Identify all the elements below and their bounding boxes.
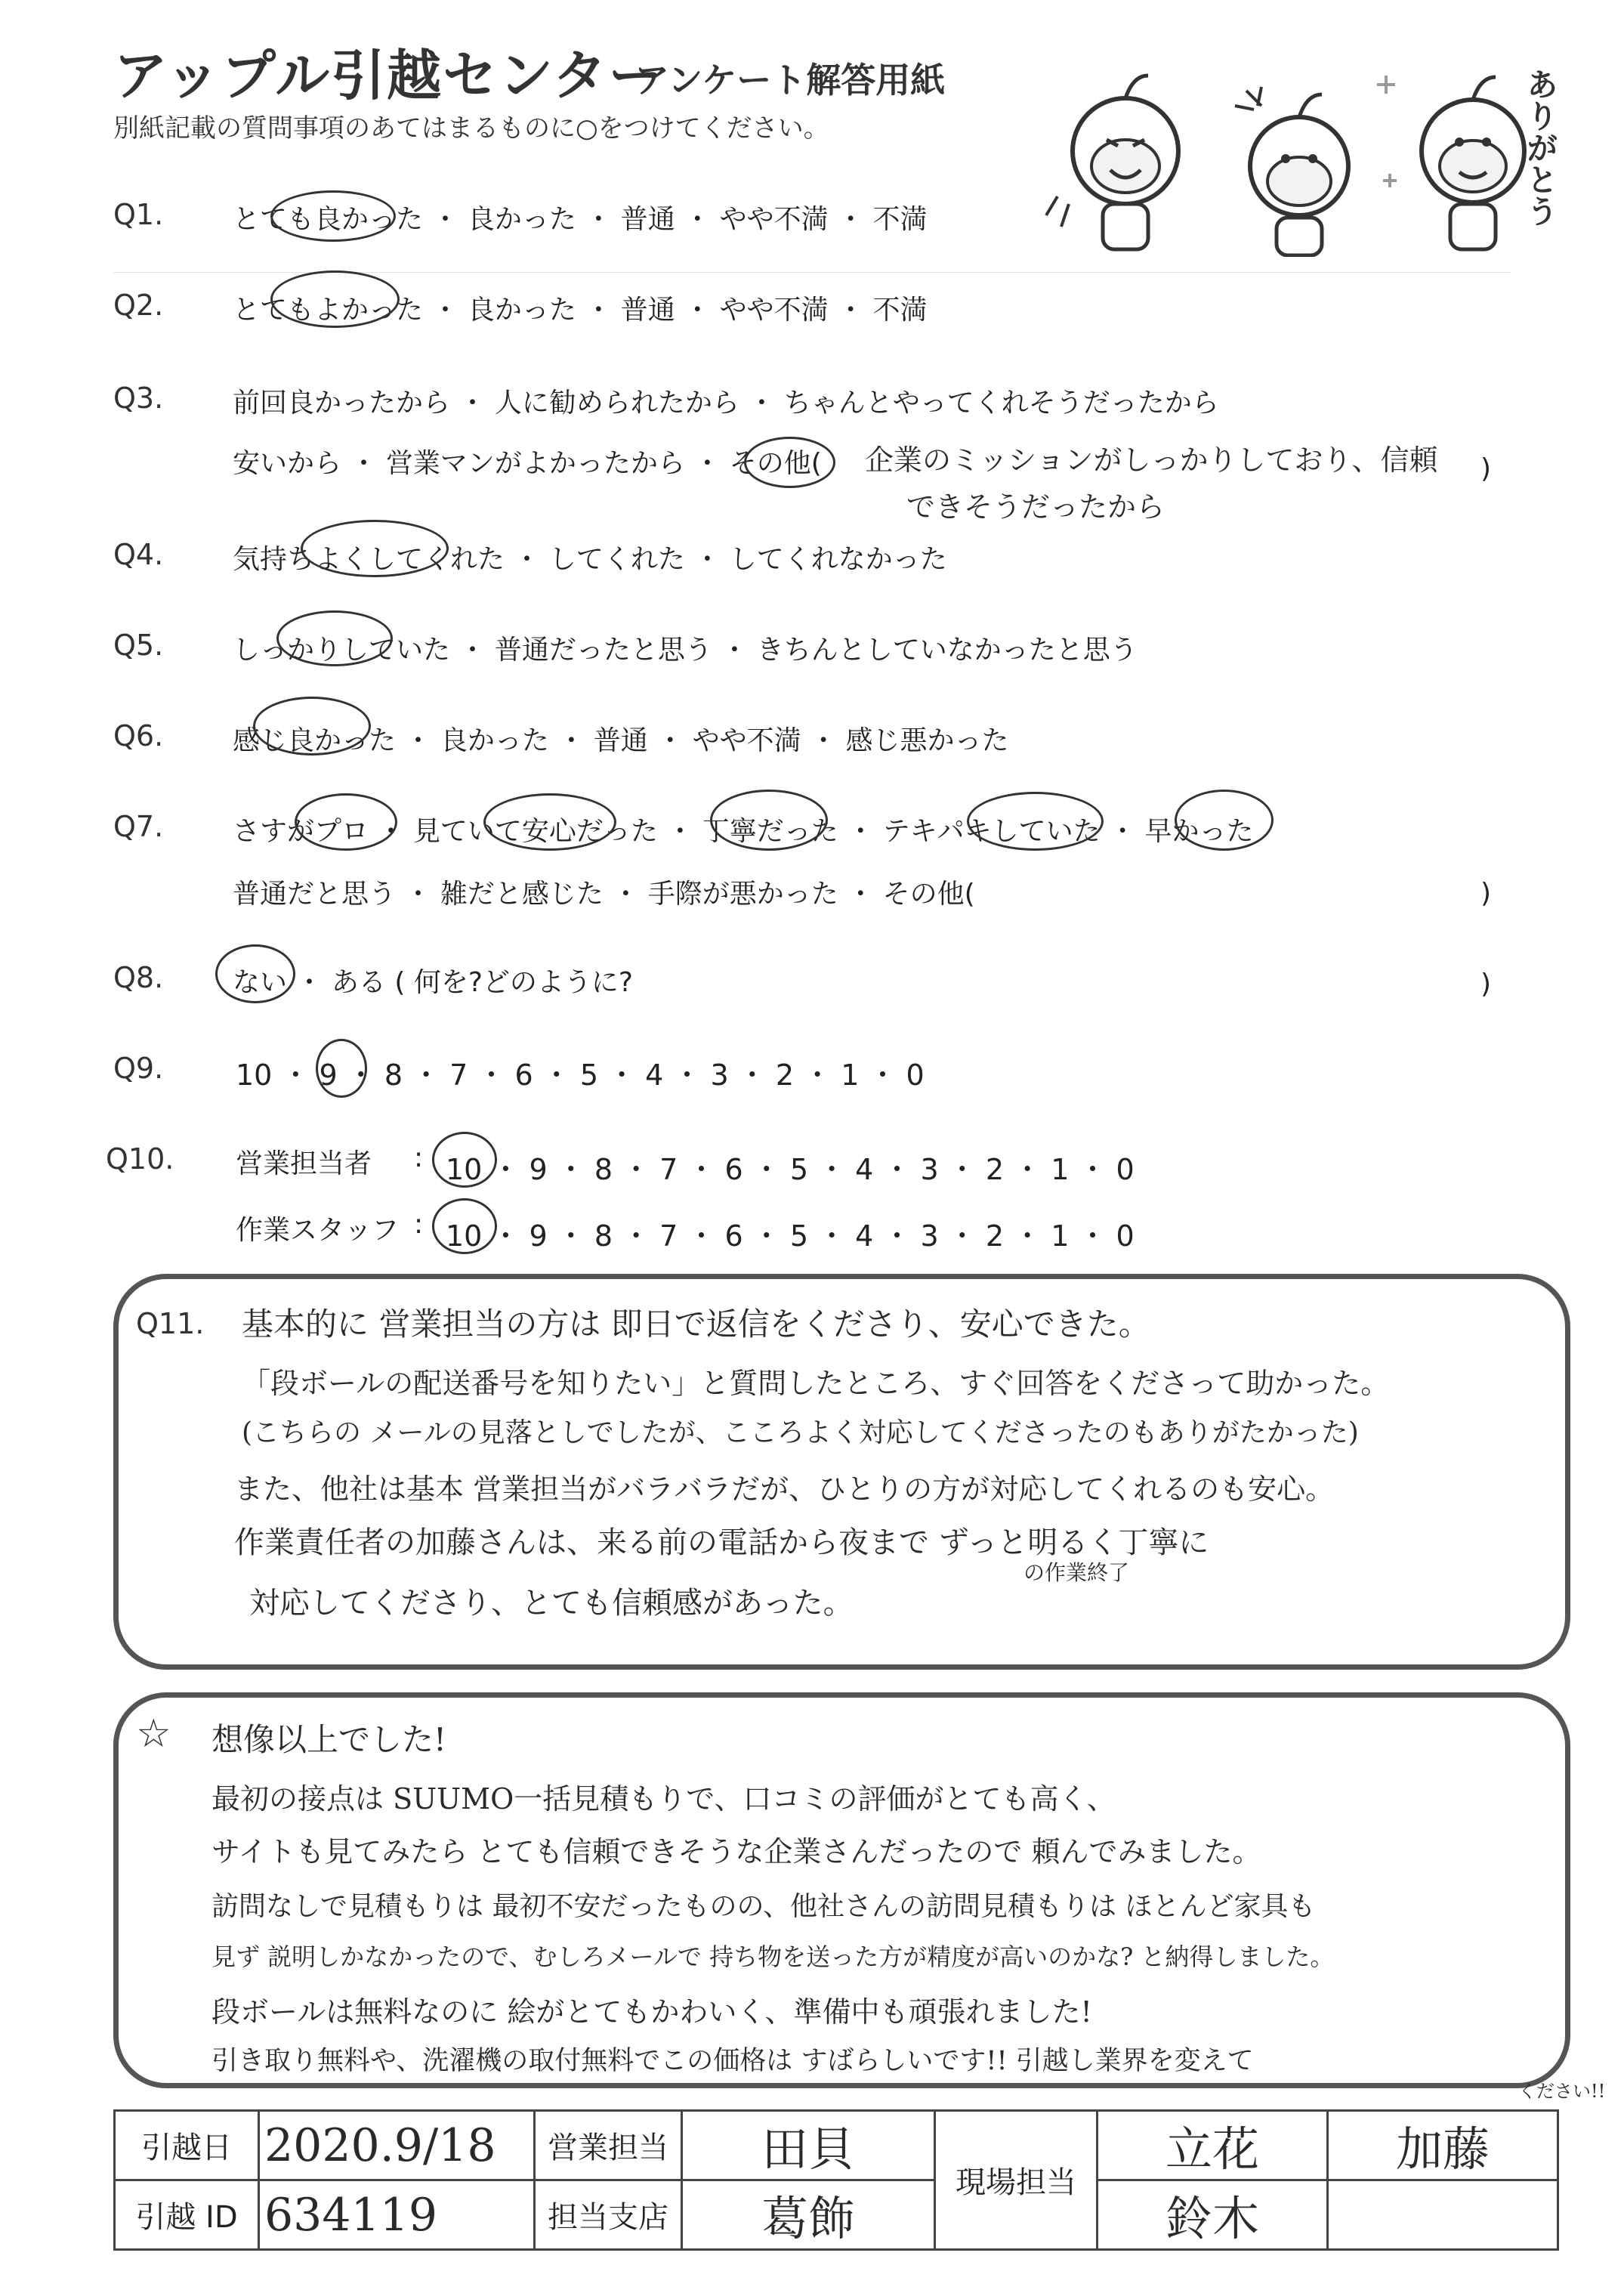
q2-options[interactable]: とてもよかった ・ 良かった ・ 普通 ・ やや不満 ・ 不満 [233,295,928,326]
q11-label: Q11. [136,1307,205,1340]
q10-sales-label: 営業担当者 [236,1148,372,1179]
q3-close-paren: ) [1480,453,1492,484]
q1-answer-circle [270,190,396,242]
site-staff-1-text: 立花 [1165,2121,1259,2177]
move-date-label: 引越日 [115,2111,259,2180]
q3-options-line2[interactable]: 安いから ・ 営業マンがよかったから ・ その他( [233,448,822,479]
sales-rep-text: 田貝 [761,2121,855,2177]
q10-staff-scale[interactable]: 10 ・ 9 ・ 8 ・ 7 ・ 6 ・ 5 ・ 4 ・ 3 ・ 2 ・ 1 ・ 0 [446,1219,1135,1253]
sales-rep-value[interactable] [682,2111,935,2180]
q10-staff-label: 作業スタッフ [236,1215,400,1246]
q8-options[interactable]: ない ・ ある ( 何を?どのように? [233,967,634,998]
free-comment-line-3: 訪問なしで見積もりは 最初不安だったものの、他社さんの訪問見積もりは ほとんど家具も [211,1891,1316,1922]
monkey-shy-icon [1235,87,1348,255]
q2-answer-circle [270,270,400,328]
q5-label: Q5. [113,629,164,662]
q11-line-4: また、他社は基本 営業担当がバラバラだが、ひとりの方が対応してくれるのも安心。 [234,1473,1335,1506]
thanks-text: ありがとう [1522,68,1559,227]
q9-label: Q9. [113,1052,164,1085]
info-table [113,2109,1559,2251]
free-comment-tail: ください!! [1518,2081,1606,2102]
q11-line-6: 対応してくださり、とても信頼感があった。 [249,1586,854,1621]
q9-answer-circle [316,1039,367,1098]
q6-answer-circle [253,697,371,756]
site-staff-2[interactable] [1328,2111,1558,2180]
q9-scale[interactable]: 10 ・ 9 ・ 8 ・ 7 ・ 6 ・ 5 ・ 4 ・ 3 ・ 2 ・ 1 ・ 0 [236,1058,925,1092]
q10-sales-colon: : [414,1142,424,1173]
site-staff-3-text: 鈴木 [1165,2191,1259,2246]
q11-line-1: 基本的に 営業担当の方は 即日で返信をくださり、安心できた。 [242,1306,1150,1343]
q7-answer-circle-teinei [710,790,828,851]
move-date-text: 2020.9/18 [264,2118,496,2172]
star-icon: ☆ [136,1711,171,1757]
q10-label: Q10. [106,1142,174,1176]
free-comment-line-4: 見ず 説明しかなかったので、むしろメールで 持ち物を送った方が精度が高いのかな? と納得しました。 [211,1942,1335,1971]
q8-label: Q8. [113,961,164,994]
free-comment-line-5: 段ボールは無料なのに 絵がとてもかわいく、準備中も頑張れました! [211,1995,1092,2029]
q7-label: Q7. [113,810,164,843]
q3-handwritten-reason-2: できそうだったから [906,490,1166,524]
page-subtitle: アンケート解答用紙 [634,60,946,100]
q3-answer-circle [744,437,835,488]
q11-line-2: 「段ボールの配送番号を知りたい」と質問したところ、すぐ回答をくださって助かった。 [242,1367,1390,1400]
q4-label: Q4. [113,538,164,571]
mascot-group [1042,45,1586,257]
site-staff-3[interactable] [1098,2180,1328,2250]
page-title: アップル引越センター [113,44,665,107]
q7-options-line1[interactable]: さすがプロ ・ 見ていて安心だった ・ 丁寧だった ・ テキパキしていた ・ 早かった [233,816,1254,847]
monkey-smiling-icon [1377,76,1524,249]
q10-sales-scale[interactable]: 10 ・ 9 ・ 8 ・ 7 ・ 6 ・ 5 ・ 4 ・ 3 ・ 2 ・ 1 ・ 0 [446,1153,1135,1186]
q4-options[interactable]: 気持ちよくしてくれた ・ してくれた ・ してくれなかった [233,544,947,575]
q3-label: Q3. [113,382,164,415]
q5-options[interactable]: しっかりしていた ・ 普通だったと思う ・ きちんとしていなかったと思う [233,635,1138,666]
free-comment-line-1: 最初の接点は SUUMO一括見積もりで、口コミの評価がとても高く、 [211,1782,1116,1816]
sales-rep-label: 営業担当 [535,2111,682,2180]
q3-handwritten-reason: 企業のミッションがしっかりしており、信頼 [865,443,1438,477]
q7-answer-circle-anshin [483,793,616,851]
q8-answer-circle [215,944,295,1003]
branch-label: 担当支店 [535,2180,682,2250]
site-staff-1[interactable] [1098,2111,1328,2180]
free-comment-line-2: サイトも見てみたら とても信頼できそうな企業さんだったので 頼んでみました。 [211,1835,1261,1868]
q3-options-line1[interactable]: 前回良かったから ・ 人に勧められたから ・ ちゃんとやってくれそうだったから [233,388,1219,419]
q6-label: Q6. [113,719,164,752]
site-staff-label: 現場担当 [935,2111,1098,2250]
q8-close-paren: ) [1480,969,1492,1000]
q2-label: Q2. [113,289,164,322]
q5-answer-circle [276,610,393,666]
q7-options-line2[interactable]: 普通だと思う ・ 雑だと感じた ・ 手際が悪かった ・ その他( [233,879,975,910]
site-staff-2-text: 加藤 [1395,2121,1490,2177]
instruction-text: 別紙記載の質問事項のあてはまるものに○をつけてください。 [113,113,829,144]
q11-line-5: 作業責任者の加藤さんは、来る前の電話から夜まで ずっと明るく丁寧に [234,1525,1209,1560]
q7-answer-circle-pro [295,793,397,851]
free-comment-heading: 想像以上でした! [211,1721,446,1758]
q10-sales-answer-circle [432,1132,497,1188]
move-date-value[interactable] [259,2111,535,2180]
free-comment-line-6: 引き取り無料や、洗濯機の取付無料でこの価格は すばらしいです!! 引越し業界を変えて [211,2046,1254,2076]
move-id-label: 引越 ID [115,2180,259,2250]
move-id-value[interactable] [259,2180,535,2250]
q6-options[interactable]: 感じ良かった ・ 良かった ・ 普通 ・ やや不満 ・ 感じ悪かった [233,725,1009,756]
q10-staff-colon: : [414,1209,424,1240]
q1-options[interactable]: とても良かった ・ 良かった ・ 普通 ・ やや不満 ・ 不満 [233,204,928,235]
q11-line-3: (こちらの メールの見落としでしたが、こころよく対応してくださったのもありがたかった) [242,1417,1359,1448]
site-staff-4[interactable] [1328,2180,1558,2250]
monkey-laughing-icon [1046,76,1178,249]
branch-text: 葛飾 [761,2191,855,2246]
q7-close-paren: ) [1480,878,1492,909]
q10-staff-answer-circle [432,1198,497,1254]
branch-value[interactable] [682,2180,935,2250]
q7-answer-circle-tekipaki [967,792,1104,851]
q4-answer-circle [301,520,449,577]
move-id-text: 634119 [264,2188,438,2242]
q1-label: Q1. [113,198,164,231]
q7-answer-circle-hayai [1175,790,1274,851]
q11-insert-note: の作業終了 [1023,1560,1130,1585]
